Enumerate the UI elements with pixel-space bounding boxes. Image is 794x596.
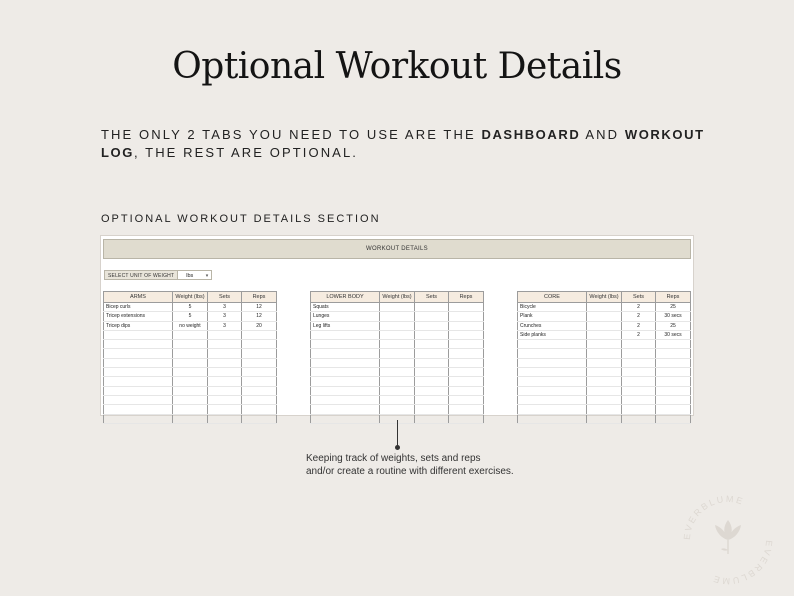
table-row <box>104 395 277 404</box>
table-cell[interactable]: 2 <box>622 312 656 321</box>
table-row <box>311 368 484 377</box>
table-cell[interactable] <box>656 358 691 367</box>
table-cell[interactable] <box>587 349 622 358</box>
table-row <box>518 340 691 349</box>
table-cell[interactable] <box>656 414 691 423</box>
table-cell[interactable] <box>656 377 691 386</box>
table-cell[interactable] <box>415 368 449 377</box>
table-cell[interactable] <box>449 349 484 358</box>
table-cell[interactable] <box>449 358 484 367</box>
table-cell[interactable] <box>380 377 415 386</box>
column-header: ARMS <box>104 292 173 303</box>
table-row <box>518 312 691 321</box>
column-header: Sets <box>415 292 449 303</box>
table-cell[interactable] <box>587 312 622 321</box>
table-cell[interactable] <box>173 377 208 386</box>
everblume-logo <box>680 492 776 588</box>
table-row <box>311 377 484 386</box>
connector-dot <box>395 445 400 450</box>
caption-line-1: Keeping track of weights, sets and reps <box>306 453 481 464</box>
svg-text:EVERBLUME <box>710 540 774 586</box>
table-cell[interactable] <box>622 368 656 377</box>
table-cell[interactable] <box>656 368 691 377</box>
table-cell[interactable]: Side planks <box>518 330 587 339</box>
table-cell[interactable]: 25 <box>656 303 691 312</box>
table-row <box>104 358 277 367</box>
table-cell[interactable] <box>415 414 449 423</box>
workout-details-sheet <box>100 235 694 416</box>
table-cell[interactable] <box>208 349 242 358</box>
column-header: LOWER BODY <box>311 292 380 303</box>
table-row <box>104 377 277 386</box>
table-cell[interactable] <box>242 330 277 339</box>
column-header: Weight (lbs) <box>173 292 208 303</box>
intro-part-2: AND <box>580 127 625 142</box>
table-cell[interactable]: 30 secs <box>656 312 691 321</box>
table-row <box>518 330 691 339</box>
table-cell[interactable]: 20 <box>242 321 277 330</box>
table-cell[interactable] <box>587 321 622 330</box>
table-row <box>311 386 484 395</box>
table-row <box>311 349 484 358</box>
column-header: Sets <box>208 292 242 303</box>
table-cell[interactable] <box>173 386 208 395</box>
table-cell[interactable] <box>449 386 484 395</box>
column-header: Reps <box>449 292 484 303</box>
intro-text <box>101 126 741 162</box>
table-header-row <box>311 292 484 303</box>
table-cell[interactable] <box>380 340 415 349</box>
table-cell[interactable] <box>587 405 622 414</box>
table-cell[interactable] <box>656 340 691 349</box>
table-cell[interactable] <box>587 358 622 367</box>
table-cell[interactable] <box>587 377 622 386</box>
table-cell[interactable] <box>587 303 622 312</box>
table-cell[interactable] <box>449 330 484 339</box>
table-cell[interactable] <box>518 349 587 358</box>
table-cell[interactable] <box>242 368 277 377</box>
table-cell[interactable] <box>208 405 242 414</box>
table-cell[interactable] <box>104 340 173 349</box>
table-cell[interactable]: 5 <box>173 312 208 321</box>
table-cell[interactable] <box>311 368 380 377</box>
table-cell[interactable]: Tricep extensions <box>104 312 173 321</box>
table-cell[interactable] <box>622 377 656 386</box>
table-cell[interactable] <box>518 405 587 414</box>
table-cell[interactable] <box>622 395 656 404</box>
table-cell[interactable] <box>242 358 277 367</box>
table-row <box>104 414 277 423</box>
table-cell[interactable] <box>622 358 656 367</box>
table-cell[interactable] <box>518 395 587 404</box>
table-cell[interactable] <box>380 303 415 312</box>
table-cell[interactable] <box>208 377 242 386</box>
watermark-text-2: EVERBLUME <box>710 539 775 587</box>
watermark-text-1: EVERBLUME <box>681 493 746 541</box>
table-cell[interactable] <box>449 321 484 330</box>
caption <box>306 452 556 478</box>
table-cell[interactable] <box>104 414 173 423</box>
table-cell[interactable] <box>242 340 277 349</box>
table-cell[interactable] <box>242 349 277 358</box>
table-cell[interactable] <box>449 395 484 404</box>
table-cell[interactable] <box>622 414 656 423</box>
table-cell[interactable] <box>208 330 242 339</box>
table-cell[interactable] <box>449 340 484 349</box>
intro-part-3: , THE REST ARE OPTIONAL. <box>133 145 358 160</box>
table-cell[interactable] <box>518 358 587 367</box>
table-cell[interactable] <box>208 340 242 349</box>
table-cell[interactable] <box>518 414 587 423</box>
table-cell[interactable] <box>415 349 449 358</box>
core-table <box>517 291 691 424</box>
table-row <box>311 340 484 349</box>
table-cell[interactable] <box>415 303 449 312</box>
chevron-down-icon: ▾ <box>205 273 209 279</box>
table-cell[interactable] <box>449 405 484 414</box>
table-cell[interactable] <box>449 377 484 386</box>
dashboard-tab-mention: DASHBOARD <box>481 127 581 142</box>
column-header: Weight (lbs) <box>380 292 415 303</box>
table-cell[interactable] <box>208 386 242 395</box>
column-header: Sets <box>622 292 656 303</box>
table-cell[interactable]: Bicep curls <box>104 303 173 312</box>
column-header: Weight (lbs) <box>587 292 622 303</box>
table-cell[interactable] <box>518 368 587 377</box>
table-cell[interactable]: 12 <box>242 303 277 312</box>
workout-log-tab-mention: WORKOUT LOG <box>101 127 705 160</box>
intro-part-1: THE ONLY 2 TABS YOU NEED TO USE ARE THE <box>101 127 482 142</box>
table-cell[interactable]: Lunges <box>311 312 380 321</box>
table-row <box>311 303 484 312</box>
table-cell[interactable] <box>311 330 380 339</box>
table-row <box>311 358 484 367</box>
table-cell[interactable] <box>622 405 656 414</box>
table-cell[interactable]: 3 <box>208 312 242 321</box>
table-row <box>518 303 691 312</box>
table-cell[interactable] <box>415 321 449 330</box>
lower-body-table <box>310 291 484 424</box>
table-row <box>518 321 691 330</box>
table-cell[interactable] <box>208 414 242 423</box>
table-cell[interactable]: Leg lifts <box>311 321 380 330</box>
table-cell[interactable] <box>173 358 208 367</box>
table-cell[interactable] <box>173 368 208 377</box>
unit-of-weight-dropdown[interactable] <box>178 270 212 280</box>
table-row <box>311 321 484 330</box>
table-cell[interactable] <box>208 395 242 404</box>
section-label: OPTIONAL WORKOUT DETAILS SECTION <box>101 213 381 225</box>
table-cell[interactable] <box>518 340 587 349</box>
table-row <box>311 330 484 339</box>
table-cell[interactable] <box>104 395 173 404</box>
table-cell[interactable] <box>415 386 449 395</box>
table-cell[interactable] <box>415 330 449 339</box>
table-cell[interactable]: Squats <box>311 303 380 312</box>
table-row <box>104 321 277 330</box>
arms-table <box>103 291 277 424</box>
table-row <box>518 377 691 386</box>
table-row <box>518 386 691 395</box>
table-cell[interactable] <box>311 349 380 358</box>
table-cell[interactable] <box>173 330 208 339</box>
table-row <box>104 330 277 339</box>
unit-of-weight-label: SELECT UNIT OF WEIGHT <box>104 270 178 280</box>
table-cell[interactable]: 30 secs <box>656 330 691 339</box>
table-cell[interactable] <box>311 358 380 367</box>
table-cell[interactable] <box>104 358 173 367</box>
table-cell[interactable]: Plank <box>518 312 587 321</box>
table-cell[interactable] <box>622 340 656 349</box>
sheet-header: WORKOUT DETAILS <box>103 239 691 259</box>
table-cell[interactable]: 5 <box>173 303 208 312</box>
table-cell[interactable] <box>449 303 484 312</box>
table-cell[interactable] <box>415 405 449 414</box>
table-cell[interactable] <box>415 377 449 386</box>
connector-line <box>397 420 398 447</box>
table-cell[interactable] <box>173 340 208 349</box>
table-cell[interactable]: Bicycle <box>518 303 587 312</box>
column-header: Reps <box>242 292 277 303</box>
table-cell[interactable] <box>173 414 208 423</box>
table-row <box>104 312 277 321</box>
table-row <box>518 395 691 404</box>
table-cell[interactable]: 3 <box>208 321 242 330</box>
table-cell[interactable] <box>380 312 415 321</box>
table-cell[interactable] <box>380 349 415 358</box>
unit-of-weight-row <box>104 270 212 280</box>
table-cell[interactable] <box>208 368 242 377</box>
table-cell[interactable] <box>104 405 173 414</box>
table-row <box>104 405 277 414</box>
table-cell[interactable] <box>415 312 449 321</box>
table-cell[interactable] <box>311 395 380 404</box>
table-cell[interactable] <box>656 405 691 414</box>
table-cell[interactable] <box>242 395 277 404</box>
table-cell[interactable] <box>380 405 415 414</box>
lotus-flower-icon <box>715 520 741 554</box>
table-cell[interactable] <box>242 414 277 423</box>
table-header-row <box>104 292 277 303</box>
unit-of-weight-value: lbs <box>186 273 194 279</box>
table-cell[interactable]: no weight <box>173 321 208 330</box>
table-row <box>518 405 691 414</box>
table-cell[interactable] <box>173 349 208 358</box>
caption-line-2: and/or create a routine with different exercises. <box>306 466 514 477</box>
table-cell[interactable] <box>173 405 208 414</box>
table-cell[interactable] <box>587 340 622 349</box>
table-cell[interactable] <box>518 386 587 395</box>
table-cell[interactable] <box>449 312 484 321</box>
table-row <box>518 368 691 377</box>
table-row <box>311 405 484 414</box>
table-cell[interactable] <box>173 395 208 404</box>
table-cell[interactable] <box>449 414 484 423</box>
table-cell[interactable] <box>656 349 691 358</box>
table-cell[interactable] <box>656 395 691 404</box>
table-cell[interactable] <box>587 386 622 395</box>
table-cell[interactable] <box>242 405 277 414</box>
table-cell[interactable] <box>380 321 415 330</box>
table-cell[interactable] <box>587 395 622 404</box>
table-cell[interactable] <box>622 386 656 395</box>
table-cell[interactable]: Crunches <box>518 321 587 330</box>
table-cell[interactable]: 12 <box>242 312 277 321</box>
table-row <box>518 414 691 423</box>
table-cell[interactable] <box>587 414 622 423</box>
table-cell[interactable] <box>415 340 449 349</box>
table-cell[interactable] <box>208 358 242 367</box>
column-header: Reps <box>656 292 691 303</box>
table-row <box>518 349 691 358</box>
table-cell[interactable] <box>587 368 622 377</box>
table-cell[interactable] <box>622 349 656 358</box>
table-cell[interactable] <box>311 386 380 395</box>
table-cell[interactable]: 25 <box>656 321 691 330</box>
table-cell[interactable] <box>518 377 587 386</box>
table-row <box>311 312 484 321</box>
table-cell[interactable] <box>104 386 173 395</box>
table-cell[interactable] <box>380 330 415 339</box>
table-cell[interactable] <box>104 330 173 339</box>
table-cell[interactable]: Tricep dips <box>104 321 173 330</box>
table-cell[interactable] <box>380 386 415 395</box>
table-row <box>104 303 277 312</box>
page-title: Optional Workout Details <box>172 46 622 87</box>
table-cell[interactable] <box>380 358 415 367</box>
table-cell[interactable] <box>311 340 380 349</box>
table-cell[interactable] <box>311 414 380 423</box>
table-cell[interactable]: 2 <box>622 330 656 339</box>
table-cell[interactable] <box>311 405 380 414</box>
table-cell[interactable] <box>242 386 277 395</box>
table-cell[interactable] <box>104 349 173 358</box>
table-row <box>311 395 484 404</box>
table-row <box>104 386 277 395</box>
table-cell[interactable] <box>311 377 380 386</box>
table-row <box>518 358 691 367</box>
table-cell[interactable]: 2 <box>622 303 656 312</box>
table-cell[interactable] <box>104 368 173 377</box>
table-cell[interactable] <box>449 368 484 377</box>
table-cell[interactable] <box>104 377 173 386</box>
table-row <box>104 349 277 358</box>
table-cell[interactable] <box>380 395 415 404</box>
table-cell[interactable]: 3 <box>208 303 242 312</box>
column-header: CORE <box>518 292 587 303</box>
table-cell[interactable] <box>242 377 277 386</box>
table-cell[interactable] <box>415 395 449 404</box>
table-cell[interactable] <box>415 358 449 367</box>
table-cell[interactable] <box>380 368 415 377</box>
table-row <box>104 340 277 349</box>
table-row <box>104 368 277 377</box>
table-cell[interactable] <box>587 330 622 339</box>
table-cell[interactable] <box>656 386 691 395</box>
table-header-row <box>518 292 691 303</box>
table-cell[interactable]: 2 <box>622 321 656 330</box>
